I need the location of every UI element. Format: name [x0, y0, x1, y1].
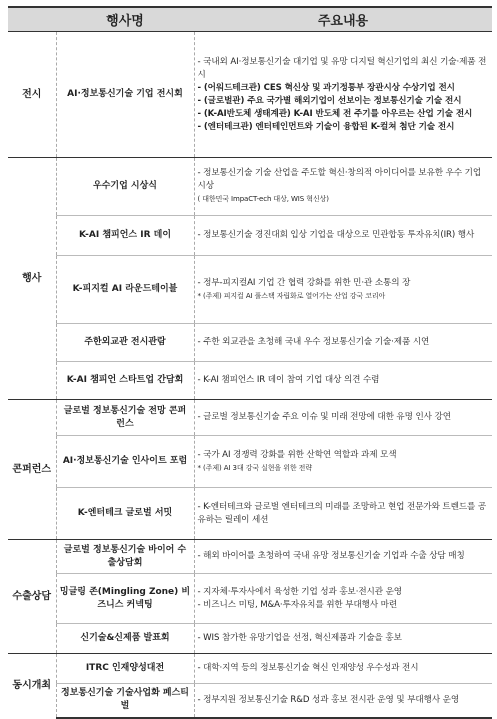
table-row: [8, 654, 492, 684]
event-name-cell: 글로벌 정보통신기술 전망 콘퍼런스: [56, 400, 194, 436]
content-cell: [194, 654, 492, 684]
table-row: [8, 488, 492, 540]
content-line: - 지자체·투자사에서 육성한 기업 성과 홍보·전시관 운영: [197, 586, 402, 597]
event-name-cell: 밍글링 존(Mingling Zone) 비즈니스 커넥팅: [56, 574, 194, 624]
content-line: - 정보통신기술 기술 산업을 주도할 혁신·창의적 아이디어를 보유한 우수 기업 시상: [197, 168, 482, 191]
table-row: [8, 256, 492, 324]
event-name-cell: K-AI 챔피언 스타트업 간담회: [56, 362, 194, 400]
event-name-cell: 정보통신기술 기술사업화 페스티벌: [56, 684, 194, 718]
table-row: [8, 158, 492, 216]
table-row: [8, 624, 492, 654]
table-row: [8, 684, 492, 718]
category-cell: 전시: [8, 32, 56, 158]
content-line: - 정보통신기술 경진대회 입상 기업을 대상으로 민관합동 투자유치(IR) 행사: [197, 230, 475, 240]
content-line: - K-엔터테크와 글로벌 엔터테크의 미래를 조망하고 현업 전문가와 트렌드를 공유하는 릴레이 세션: [197, 501, 487, 525]
content-cell: [194, 488, 492, 540]
event-name-cell: AI·정보통신기술 기업 전시회: [56, 32, 194, 158]
table-row: [8, 324, 492, 362]
table-row: [8, 362, 492, 400]
content-cell: [194, 32, 492, 158]
content-line: - 대학·지역 등의 정보통신기술 혁신 인재양성 우수성과 전시: [197, 663, 419, 673]
content-line: - (어워드테크관) CES 혁신상 및 과기정통부 장관시상 수상기업 전시: [197, 82, 455, 93]
content-line: - 정부-피지컬AI 기업 간 협력 강화를 위한 민·관 소통의 장: [197, 277, 411, 288]
content-line: - 정부지원 정보통신기술 R&D 성과 홍보 전시관 운영 및 부대행사 운영: [197, 694, 460, 705]
content-line: - 국가 AI 경쟁력 강화를 위한 산학연 역할과 과제 모색: [197, 449, 397, 460]
content-cell: [194, 684, 492, 718]
content-line: - WIS 참가한 유망기업을 선정, 혁신제품과 기술을 홍보: [197, 633, 402, 643]
header-event-name: 행사명: [56, 7, 194, 32]
category-cell: 동시개최: [8, 654, 56, 718]
content-cell: [194, 324, 492, 362]
content-cell: [194, 400, 492, 436]
event-name-cell: K-AI 챔피언스 IR 데이: [56, 216, 194, 256]
content-line: - 글로벌 정보통신기술 주요 이슈 및 미래 전망에 대한 유명 인사 강연: [197, 412, 451, 422]
table-row: [8, 574, 492, 624]
event-name-cell: AI·정보통신기술 인사이트 포럼: [56, 436, 194, 488]
category-cell: 콘퍼런스: [8, 400, 56, 540]
header-main-content: 주요내용: [194, 7, 492, 32]
content-line: - 주한 외교관을 초청해 국내 우수 정보통신기술 기술·제품 시연: [197, 337, 430, 347]
content-line: - (K-AI반도체 생태계관) K-AI 반도체 전 주기를 아우르는 산업 기술 전시: [197, 108, 473, 119]
content-cell: [194, 158, 492, 216]
event-name-cell: 우수기업 시상식: [56, 158, 194, 216]
table-row: [8, 216, 492, 256]
events-table: [8, 6, 492, 719]
content-note: * (주제) 피지컬 AI 풀스택 자립화로 열어가는 산업 강국 코리아: [197, 291, 386, 300]
content-note: ( 대한민국 ImpaCT-ech 대상, WIS 혁신상): [197, 195, 329, 203]
header-category: [8, 7, 56, 32]
category-cell: 행사: [8, 158, 56, 400]
content-line: - 비즈니스 미팅, M&A·투자유치를 위한 부대행사 마련: [197, 599, 398, 610]
content-line: - 해외 바이어를 초청하여 국내 유망 정보통신기술 기업과 수출 상담 매칭: [197, 551, 465, 561]
content-cell: [194, 540, 492, 574]
table-row: [8, 540, 492, 574]
table-row: [8, 400, 492, 436]
event-name-cell: 신기술&신제품 발표회: [56, 624, 194, 654]
content-note: * (주제) AI 3대 강국 실현을 위한 전략: [197, 463, 312, 472]
content-cell: [194, 574, 492, 624]
event-name-cell: 글로벌 정보통신기술 바이어 수출상담회: [56, 540, 194, 574]
content-cell: [194, 216, 492, 256]
content-line: - 국내외 AI·정보통신기술 대기업 및 유망 디지털 혁신기업의 최신 기술·제품 전시: [197, 56, 487, 80]
content-line: - K-AI 챔피언스 IR 데이 참여 기업 대상 의견 수렴: [197, 375, 380, 385]
event-name-cell: K-엔터테크 글로벌 서밋: [56, 488, 194, 540]
event-name-cell: ITRC 인재양성대전: [56, 654, 194, 684]
table-row: [8, 32, 492, 158]
event-name-cell: 주한외교관 전시관람: [56, 324, 194, 362]
table-row: [8, 436, 492, 488]
content-cell: [194, 362, 492, 400]
content-line: - (엔터테크관) 엔터테인먼트와 기술이 융합된 K-컬쳐 첨단 기술 전시: [197, 121, 455, 132]
content-line: - (글로벌관) 주요 국가별 해외기업이 선보이는 정보통신기술 기술 전시: [197, 95, 462, 106]
category-cell: 수출상담: [8, 540, 56, 654]
event-name-cell: K-피지컬 AI 라운드테이블: [56, 256, 194, 324]
content-cell: [194, 436, 492, 488]
table-header: [8, 7, 492, 32]
content-cell: [194, 256, 492, 324]
content-cell: [194, 624, 492, 654]
